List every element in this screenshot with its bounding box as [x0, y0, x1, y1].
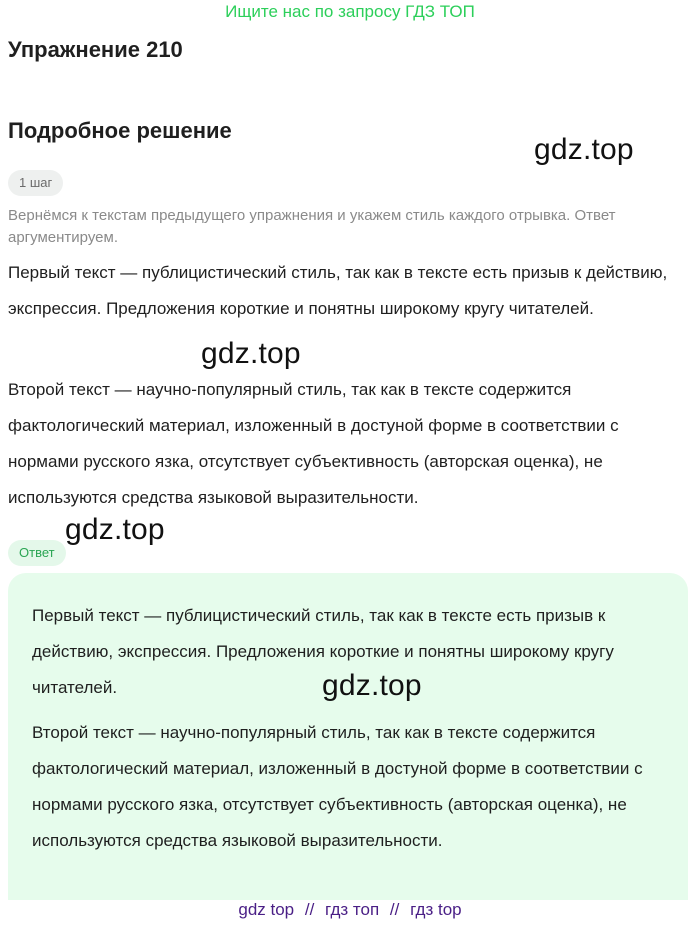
footer-separator: //: [304, 900, 315, 919]
watermark-logo: gdz.top: [65, 513, 165, 546]
exercise-title: Упражнение 210: [8, 37, 183, 62]
footer-link-gdz-top[interactable]: gdz top: [238, 900, 295, 919]
watermark-logo: gdz.top: [322, 669, 422, 702]
footer-link-gdz-top-mixed[interactable]: гдз top: [410, 900, 462, 919]
answer-paragraph: Первый текст — публицистический стиль, так как в тексте есть призыв к действию, экспрессия. Предложения короткие и понятны широкому кругу читателей.: [32, 606, 614, 697]
answer-badge: Ответ: [8, 540, 66, 566]
step-intro-text: Вернёмся к текстам предыдущего упражнения и укажем стиль каждого отрывка. Ответ аргументируем.: [8, 207, 616, 246]
search-promo-banner[interactable]: Ищите нас по запросу ГДЗ ТОП: [225, 2, 475, 21]
answer-paragraph: Второй текст — научно-популярный стиль, так как в тексте содержится фактологический материал, изложенный в достуной форме в соответствии с нормами русского язка, отсутствует субъективность (авторская оценка), не используются средства языковой выразительности.: [32, 723, 643, 850]
solution-paragraph: Второй текст — научно-популярный стиль, так как в тексте содержится фактологический материал, изложенный в достуной форме в соответствии с нормами русского язка, отсутствует субъективность (авторская оценка), не используются средства языковой выразительности.: [8, 380, 619, 507]
watermark-logo: gdz.top: [201, 337, 301, 370]
footer-link-gdz-top-ru[interactable]: гдз топ: [325, 900, 380, 919]
step-badge: 1 шаг: [8, 170, 63, 196]
solution-paragraph: Первый текст — публицистический стиль, так как в тексте есть призыв к действию, экспрессия. Предложения короткие и понятны широкому кругу читателей.: [8, 263, 668, 318]
watermark-logo: gdz.top: [534, 133, 634, 166]
footer-separator: //: [389, 900, 400, 919]
footer-links: [0, 899, 700, 921]
solution-heading: Подробное решение: [8, 118, 232, 143]
